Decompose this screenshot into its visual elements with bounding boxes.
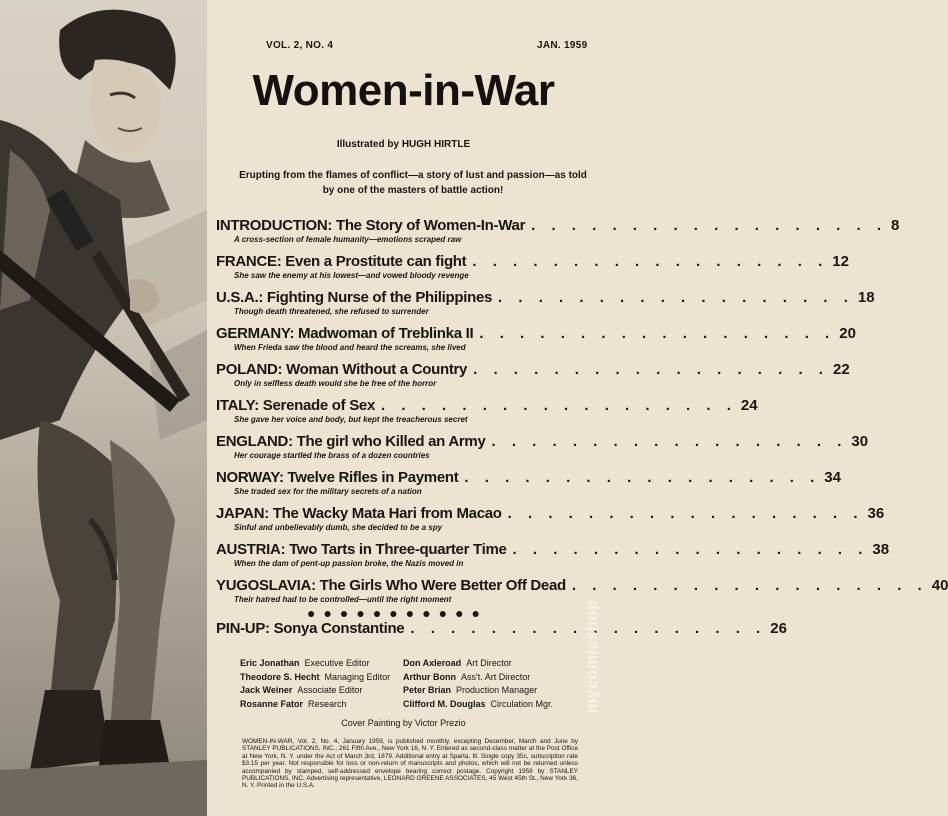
- staff-row: [403, 657, 553, 671]
- leader-dots: . . . . . . . . . . . . . . . . . .: [473, 361, 829, 378]
- toc-entry[interactable]: [216, 540, 890, 576]
- toc-page: 18: [857, 289, 875, 306]
- toc-title: U.S.A.: Fighting Nurse of the Philippines: [216, 289, 493, 306]
- toc-title: YUGOSLAVIA: The Girls Who Were Better Off Dead: [216, 577, 566, 594]
- cover-credit: Cover Painting by Victor Prezio: [341, 718, 466, 728]
- staff-row: [240, 657, 390, 671]
- toc-subtitle: Her courage startled the brass of a dozen countries: [234, 451, 430, 460]
- toc-title: GERMANY: Madwoman of Treblinka II: [216, 325, 474, 342]
- toc-subtitle: Though death threatened, she refused to surrender: [234, 307, 429, 316]
- pinup-entry[interactable]: [216, 619, 787, 638]
- leader-dots: . . . . . . . . . . . . . . . . . .: [472, 253, 829, 270]
- toc-subtitle: Sinful and unbelievably dumb, she decided to be a spy: [234, 523, 443, 532]
- toc-subtitle: A cross-section of female humanity—emotions scraped raw: [234, 235, 462, 244]
- toc-entry[interactable]: [216, 432, 869, 468]
- toc-page: 30: [851, 433, 869, 450]
- staff-row: [240, 698, 390, 712]
- toc-entry[interactable]: [216, 360, 850, 396]
- toc-subtitle: She traded sex for the military secrets of a nation: [234, 487, 422, 496]
- staff-name: Theodore S. Hecht: [240, 671, 320, 682]
- staff-name: Arthur Bonn: [403, 671, 456, 682]
- leader-dots: . . . . . . . . . . . . . . . . . .: [410, 620, 767, 637]
- leader-dots: . . . . . . . . . . . . . . . . . .: [571, 577, 928, 594]
- table-of-contents: [216, 216, 948, 612]
- staff-name: Jack Weiner: [240, 685, 293, 696]
- pinup-page: 26: [770, 620, 787, 637]
- toc-title: POLAND: Woman Without a Country: [216, 361, 468, 378]
- issue-date: JAN. 1959: [537, 40, 588, 51]
- cover-illustration: [0, 0, 207, 816]
- toc-subtitle: When Frieda saw the blood and heard the screams, she lived: [234, 343, 466, 352]
- toc-subtitle: She gave her voice and body, but kept the treacherous secret: [234, 415, 468, 424]
- leader-dots: . . . . . . . . . . . . . . . . . .: [479, 325, 836, 342]
- toc-page: 20: [839, 325, 856, 342]
- toc-entry[interactable]: [216, 288, 875, 324]
- leader-dots: . . . . . . . . . . . . . . . . . .: [498, 289, 854, 306]
- toc-page: 34: [824, 469, 841, 486]
- staff-role: Ass't. Art Director: [461, 671, 531, 682]
- toc-subtitle: Their hatred had to be controlled—until the right moment: [234, 595, 452, 604]
- toc-page: 12: [832, 253, 849, 270]
- illustrator-credit: Illustrated by HUGH HIRTLE: [336, 139, 471, 150]
- staff-role: Executive Editor: [304, 658, 370, 668]
- staff-row: [403, 684, 553, 698]
- leader-dots: . . . . . . . . . . . . . . . . . .: [381, 397, 737, 414]
- staff-row: [240, 684, 390, 698]
- toc-page: 38: [872, 541, 890, 558]
- legal-indicia: WOMEN-IN-WAR, Vol. 2, No. 4, January 1959, is published monthly, excepting December, March and June by STANLEY PUBLICATIONS, INC., 261 Fifth Ave., New York 16, N. Y. Entered as second-class matter at the Post Office at New York, N. Y. under the Act of March 3rd, 1879. Additional entry at Sparta, Ill. Single copy 35c, subscription rate $3.15 per year. Not responsible for loss or non-return of manuscripts and photos, which will not be returned unless accompanied by stamped, self-addressed envelope bearing correct postage. Copyright 1958 by STANLEY PUBLICATIONS, INC. Advertising representative, LEONARD GREENE ASSOCIATES, 45 West 45th St., New York 36, N. Y. Printed in the U.S.A.: [242, 738, 578, 790]
- toc-page: 8: [891, 217, 900, 234]
- staff-role: Art Director: [466, 658, 512, 668]
- staff-row: [403, 698, 553, 712]
- staff-role: Research: [308, 698, 347, 709]
- toc-entry[interactable]: [216, 324, 856, 360]
- toc-entry[interactable]: [216, 216, 900, 252]
- volume-number: VOL. 2, NO. 4: [266, 40, 334, 51]
- leader-dots: . . . . . . . . . . . . . . . . . .: [464, 469, 821, 486]
- toc-subtitle: She saw the enemy at his lowest—and vowed bloody revenge: [234, 271, 469, 280]
- leader-dots: . . . . . . . . . . . . . . . . . .: [531, 217, 887, 234]
- toc-entry[interactable]: [216, 468, 841, 504]
- toc-title: ENGLAND: The girl who Killed an Army: [216, 433, 486, 450]
- toc-page: 22: [832, 361, 850, 378]
- staff-name: Eric Jonathan: [240, 658, 300, 668]
- staff-row: [240, 671, 390, 685]
- toc-title: INTRODUCTION: The Story of Women-In-War: [216, 217, 526, 234]
- magazine-title: Women-in-War: [252, 66, 555, 115]
- toc-title: FRANCE: Even a Prostitute can fight: [216, 253, 467, 270]
- leader-dots: . . . . . . . . . . . . . . . . . .: [507, 505, 864, 522]
- toc-subtitle: Only in selfless death would she be free of the horror: [234, 379, 437, 388]
- toc-entry[interactable]: [216, 252, 849, 288]
- toc-page: 40: [931, 577, 948, 594]
- leader-dots: . . . . . . . . . . . . . . . . . .: [491, 433, 848, 450]
- staff-column-right: [403, 657, 553, 711]
- staff-role: Production Manager: [456, 685, 538, 696]
- staff-role: Associate Editor: [297, 685, 363, 696]
- staff-name: Rosanne Fator: [240, 698, 304, 709]
- toc-page: 36: [867, 505, 885, 522]
- toc-title: AUSTRIA: Two Tarts in Three-quarter Time: [216, 541, 507, 558]
- contents-page: [207, 0, 948, 816]
- staff-name: Clifford M. Douglas: [403, 698, 486, 709]
- toc-subtitle: When the dam of pent-up passion broke, the Nazis moved in: [234, 559, 464, 568]
- watermark: mycomicshop: [584, 600, 601, 714]
- toc-title: ITALY: Serenade of Sex: [216, 397, 376, 414]
- toc-title: NORWAY: Twelve Rifles in Payment: [216, 469, 459, 486]
- staff-row: [403, 671, 553, 685]
- woman-soldier-painting: [0, 0, 207, 816]
- pinup-title: PIN-UP: Sonya Constantine: [216, 620, 405, 637]
- staff-role: Circulation Mgr.: [490, 698, 554, 709]
- dot-separator: ●●●●●●●●●●●: [307, 605, 489, 621]
- staff-column-left: [240, 657, 390, 711]
- intro-blurb: Erupting from the flames of conflict—a story of lust and passion—as told by one of the masters of battle action!: [239, 170, 587, 196]
- toc-entry[interactable]: [216, 504, 885, 540]
- leader-dots: . . . . . . . . . . . . . . . . . .: [512, 541, 869, 558]
- toc-page: 24: [740, 397, 758, 414]
- staff-name: Peter Brian: [403, 685, 452, 696]
- toc-entry[interactable]: [216, 396, 758, 432]
- staff-role: Managing Editor: [324, 671, 391, 682]
- staff-name: Don Axleroad: [403, 658, 462, 668]
- toc-title: JAPAN: The Wacky Mata Hari from Macao: [216, 505, 502, 522]
